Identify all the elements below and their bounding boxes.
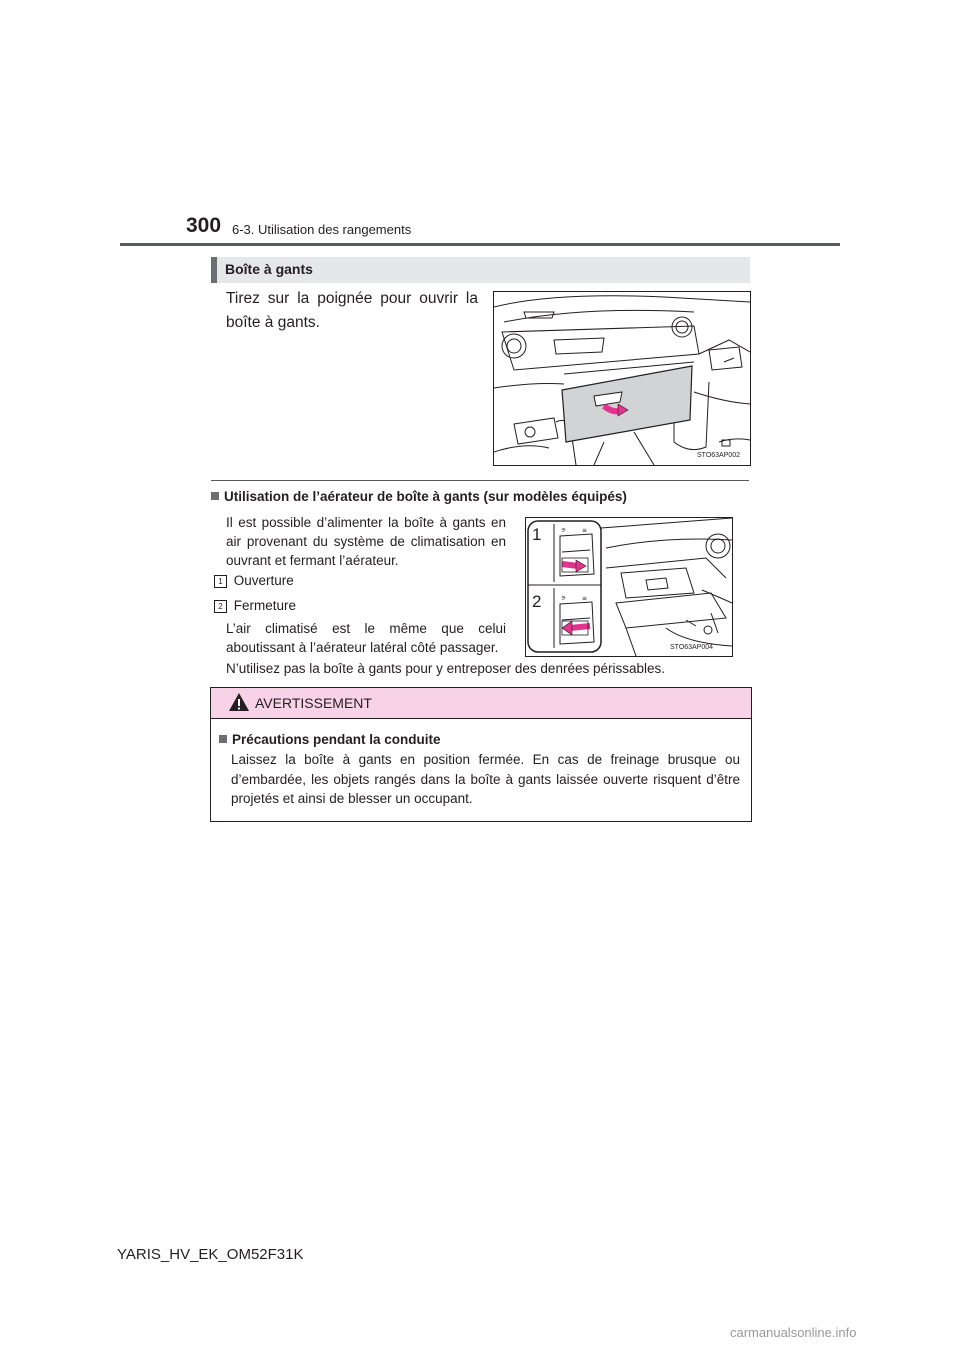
legend-number: 1 bbox=[214, 575, 227, 588]
perishable-note-paragraph: N’utilisez pas la boîte à gants pour y entreposer des denrées périssables. bbox=[226, 661, 666, 676]
callout-number-2: 2 bbox=[532, 592, 542, 611]
subsection-divider bbox=[211, 480, 749, 481]
legend-label: Ouverture bbox=[233, 573, 294, 588]
aerator-drawing bbox=[526, 518, 732, 656]
section-heading-accent bbox=[211, 257, 217, 283]
glove-box-drawing bbox=[494, 292, 750, 465]
legend-number: 2 bbox=[214, 600, 227, 613]
svg-text:⚞: ⚞ bbox=[561, 595, 567, 602]
header-divider bbox=[120, 243, 840, 246]
intro-text: Tirez sur la poignée pour ouvrir la boîte à gants. bbox=[226, 290, 478, 331]
callout-number-1: 1 bbox=[532, 525, 542, 544]
legend-item-close bbox=[214, 598, 296, 613]
svg-text:≡: ≡ bbox=[582, 595, 588, 602]
svg-text:≡: ≡ bbox=[582, 527, 588, 534]
manual-code: YARIS_HV_EK_OM52F31K bbox=[117, 1246, 304, 1263]
warning-title: AVERTISSEMENT bbox=[255, 695, 372, 711]
aerator-heading: Utilisation de l’aérateur de boîte à gants (sur modèles équipés) bbox=[211, 489, 627, 504]
glove-box-illustration bbox=[493, 291, 751, 466]
section-heading-bar bbox=[211, 257, 750, 283]
svg-text:⚞: ⚞ bbox=[561, 527, 567, 534]
warning-subheading: Précautions pendant la conduite bbox=[219, 732, 441, 747]
watermark: carmanualsonline.info bbox=[730, 1325, 857, 1340]
chapter-section-title: 6-3. Utilisation des rangements bbox=[232, 222, 412, 237]
warning-text: Laissez la boîte à gants en position fermée. En cas de freinage brusque ou d’embardée, les objets rangés dans la boîte à gants laissée ouverte risquent d’être projetés et ainsi de blesser un occupant. bbox=[231, 752, 740, 806]
bullet-square-icon bbox=[219, 735, 227, 743]
bullet-square-icon bbox=[211, 492, 219, 500]
figure-code: STO63AP004 bbox=[670, 644, 714, 651]
aerator-paragraph: Il est possible d’alimenter la boîte à gants en air provenant du système de climatisation en ouvrant et fermant l’aérateur. bbox=[226, 515, 506, 568]
warning-box bbox=[210, 687, 752, 822]
warning-triangle-icon bbox=[228, 692, 250, 712]
warning-header bbox=[211, 688, 751, 719]
figure-code: STO63AP002 bbox=[697, 452, 741, 459]
air-note-paragraph: L’air climatisé est le même que celui aboutissant à l’aérateur latéral côté passager. bbox=[226, 621, 506, 655]
legend-item-open bbox=[214, 573, 294, 588]
section-heading: Boîte à gants bbox=[225, 261, 313, 277]
aerator-illustration bbox=[525, 517, 733, 657]
page-number: 300 bbox=[186, 214, 222, 237]
legend-label: Fermeture bbox=[233, 598, 297, 613]
